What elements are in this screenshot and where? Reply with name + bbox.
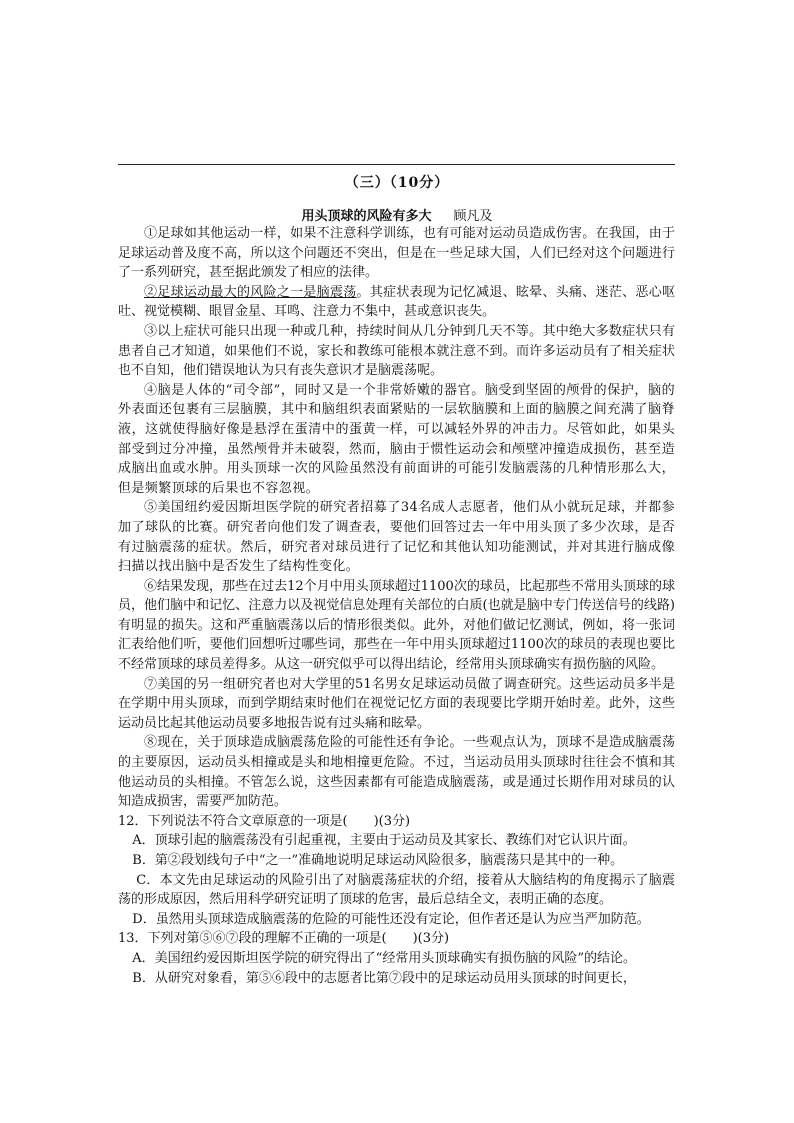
paragraph-5: ⑤美国纽约爱因斯坦医学院的研究者招募了34名成人志愿者，他们从小就玩足球，并都参加了球队的比赛。研究者向他们发了调查表，要他们回答过去一年中用头顶了多少次球，是否有过脑震荡的症状。然后，研究者对球员进行了记忆和其他认知功能测试，并对其进行脑成像扫描以找出脑中是否发生了结构性变化。: [118, 500, 675, 575]
paragraph-6: ⑥结果发现，那些在过去12个月中用头顶球超过1100次的球员，比起那些不常用头顶球的球员，他们脑中和记忆、注意力以及视觉信息处理有关部位的白质(也就是脑中专门传送信号的线路)有明显的损失。这和严重脑震荡以后的情形很类似。此外，对他们做记忆测试，例如，将一张词汇表给他们听，要他们回想听过哪些词，那些在一年中用头顶球超过1100次的球员的表现也要比不经常顶球的球员差得多。从这一研究似乎可以得出结论，经常用头顶球确实有损伤脑的风险。: [118, 578, 675, 673]
top-rule: [118, 164, 675, 165]
question-12-option-b: B．第②段划线句子中“之一”准确地说明足球运动风险很多，脑震荡只是其中的一种。: [132, 853, 624, 868]
section-heading: （三）（10分）: [344, 175, 450, 191]
question-13-option-b: B．从研究对象看，第⑤⑥段中的志愿者比第⑦段中的足球运动员用头顶球的时间更长，: [132, 970, 636, 986]
question-13-option-a: A．美国纽约爱因斯坦医学院的研究得出了“经常用头顶球确实有损伤脑的风险”的结论。: [132, 950, 636, 966]
paragraph-2-rest: 。其症状表现为记忆减退、眩晕、头痛、迷茫、恶心呕吐、视觉模糊、眼冒金星、耳鸣、注意力不集中，甚或意识丧失。: [118, 284, 675, 320]
paragraph-7: ⑦美国的另一组研究者也对大学里的51名男女足球运动员做了调查研究。这些运动员多半是在学期中用头顶球，而到学期结束时他们在视觉记忆方面的表现要比学期开始时差。此外，这些运动员比起其他运动员要多地报告说有过头痛和眩晕。: [118, 676, 675, 731]
question-13-stem: 13．下列对第⑤⑥⑦段的理解不正确的一项是( )(3分): [118, 931, 450, 947]
question-12-option-d: D．虽然用头顶球造成脑震荡的危险的可能性还没有定论，但作者还是认为应当严加防范。: [132, 911, 650, 927]
question-12-option-a: A．顶球引起的脑震荡没有引起重视，主要由于运动员及其家长、教练们对它认识片面。: [132, 833, 636, 849]
question-12-stem: 12．下列说法不符合文章原意的一项是( )(3分): [118, 813, 411, 829]
paragraph-1: ①足球如其他运动一样，如果不注意科学训练，也有可能对运动员造成伤害。在我国，由于足球运动普及度不高，所以这个问题还不突出，但是在一些足球大国，人们已经对这个问题进行了一系列研究，甚至据此颁发了相应的法律。: [118, 226, 675, 281]
question-12-option-c: C．本文先由足球运动的风险引出了对脑震荡症状的介绍，接着从大脑结构的角度揭示了脑震荡的形成原因，然后用科学研究证明了顶球的危害，最后总结全文，表明正确的态度。: [118, 872, 675, 908]
underlined-sentence: ②足球运动最大的风险之一是脑震荡: [144, 284, 357, 300]
article-author: 顾凡及: [453, 209, 493, 224]
article-title: 用头顶球的风险有多大: [301, 209, 432, 224]
paragraph-3: ③以上症状可能只出现一种或几种，持续时间从几分钟到几天不等。其中绝大多数症状只有患者自己才知道，如果他们不说，家长和教练可能根本就注意不到。而许多运动员有了相关症状也不自知，他们错误地认为只有丧失意识才是脑震荡呢。: [118, 323, 675, 379]
article-body: [118, 224, 675, 988]
article-title-line: [0, 205, 794, 224]
paragraph-8: ⑧现在，关于顶球造成脑震荡危险的可能性还有争论。一些观点认为，顶球不是造成脑震荡的主要原因，运动员头相撞或是头和地相撞更危险。不过，当运动员用头顶球时往往会不慎和其他运动员的头相撞。不管怎么说，这些因素都有可能造成脑震荡，或是通过长期作用对球员的认知造成损害，需要严加防范。: [118, 735, 675, 810]
paragraph-2: [118, 283, 675, 322]
paragraph-4: ④脑是人体的“司令部”，同时又是一个非常娇嫩的器官。脑受到坚固的颅骨的保护，脑的外表面还包裹有三层脑膜，其中和脑组织表面紧贴的一层软脑膜和上面的脑膜之间充满了脑脊液，这就使得脑好像是悬浮在蛋清中的蛋黄一样，可以减轻外界的冲击力。尽管如此，如果头部受到过分冲撞，虽然颅骨并未破裂，然而，脑由于惯性运动会和颅壁冲撞造成损伤，甚至造成脑出血或水肿。用头顶球一次的风险虽然没有前面讲的可能引发脑震荡的几种情形那么大，但是频繁顶球的后果也不容忽视。: [118, 382, 675, 496]
